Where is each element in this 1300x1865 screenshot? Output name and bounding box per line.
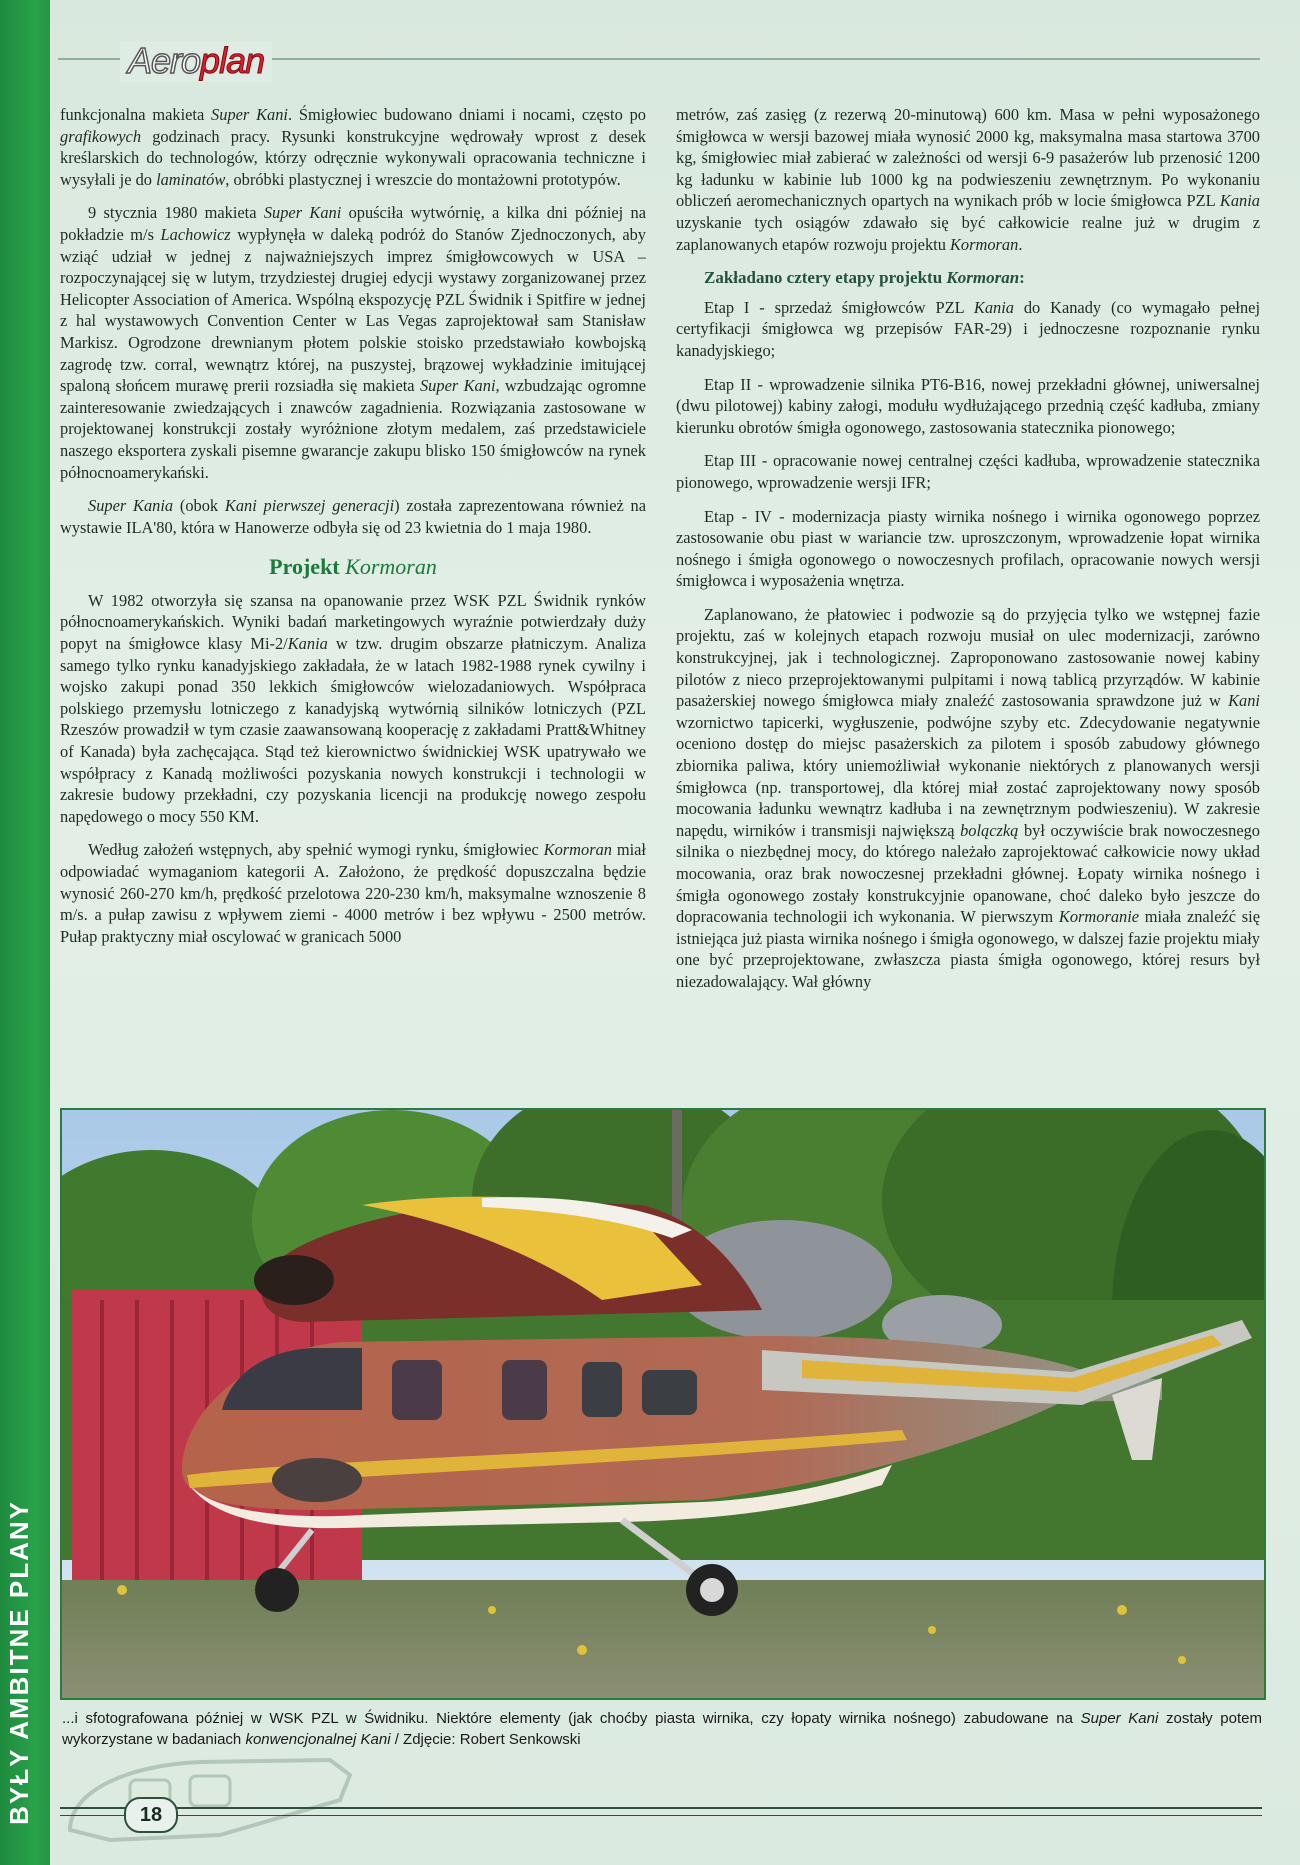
right-text-column — [676, 104, 1260, 1005]
paragraph: 9 stycznia 1980 makieta Super Kani opuściła wytwórnię, a kilka dni później na pokładzie m/s Lachowicz wypłynęła w daleką podróż do Stanów Zjednoczonych, aby wziąć udział w jednej z najważniejszych imprez śmigłowcowych w USA – rozpoczynającej się w lutym, trzydziestej drugiej edycji wystawy zorganizowanej przez Helicopter Association of America. Wspólną ekspozycję PZL Świdnik i Spitfire w jednej z hal wystawowych Convention Center w Las Vegas zaprojektował sam Stanisław Markisz. Ogrodzone drewnianym płotem polskie stoisko przedstawiało kowbojską zagrodę tzw. corral, wewnątrz której, na puszystej, brązowej wykładzinie imitującej spaloną słońcem murawę prerii rozsiadła się makieta Super Kani, wzbudzając ogromne zainteresowanie zwiedzających i znawców zagadnienia. Rozwiązania zastosowane w projektowanej konstrukcji zostały wyróżnione złotym medalem, zaś przedstawiciele naszego eksportera zyskali pisemne gwarancje zakupu blisko 150 śmigłowców na rynek północnoamerykański. — [60, 203, 646, 482]
helicopter-illustration — [62, 1110, 1264, 1698]
logo-part-plan: plan — [200, 40, 265, 81]
stage-item: Etap - IV - modernizacja piasty wirnika nośnego i wirnika ogonowego poprzez zastosowanie obu piast w wariancie tzw. uproszczonym, wprowadzenie łopat wirnika nośnego i śmigła ogonowego o nowoczesnych profilach, opracowanie nowych wersji śmigłowca i wyposażenia wnętrza. — [676, 506, 1260, 591]
stage-item: Etap III - opracowanie nowej centralnej części kadłuba, wprowadzenie statecznika pionowego, wprowadzenie wersji IFR; — [676, 451, 1260, 492]
paragraph: Super Kania (obok Kani pierwszej generacji) została zaprezentowana również na wystawie ILA'80, która w Hanowerze odbyła się od 23 kwietnia do 1 maja 1980. — [60, 496, 647, 537]
sub-heading: Zakładano cztery etapy projektu Kormoran: — [704, 268, 1025, 288]
section-sidebar — [0, 0, 50, 1865]
stage-item: Etap II - wprowadzenie silnika PT6-B16, nowej przekładni głównej, uniwersalnej (dwu pilotowej) kabiny załogi, modułu wydłużającego przednią część kadłuba, zmiany kierunku obrotów śmigła ogonowego, zastosowania statecznika pionowego; — [676, 374, 1260, 437]
paragraph: funkcjonalna makieta Super Kani. Śmigłowiec budowano dniami i nocami, często po grafikowych godzinach pracy. Rysunki konstrukcyjne wędrowały wprost z desek kreślarskich do technologów, którzy odręcznie wykonywali opracowania techniczne i wysyłali je do laminatów, obróbki plastycznej i wreszcie do montażowni prototypów. — [60, 105, 646, 189]
photo-caption: ...i sfotografowana później w WSK PZL w Świdniku. Niektóre elementy (jak choćby piasta wirnika, czy łopaty wirnika nośnego) zabudowane na Super Kani zostały potem wykorzystane w badaniach konwencjonalnej Kani / Zdjęcie: Robert Senkowski — [62, 1710, 1262, 1748]
helicopter-photo — [60, 1108, 1266, 1700]
stage-item: Etap I - sprzedaż śmigłowców PZL Kania do Kanady (co wymagało pełnej certyfikacji śmigłowca wg przepisów FAR-29) i jednoczesne rozpoznanie rynku kanadyjskiego; — [676, 297, 1261, 360]
paragraph: Według założeń wstępnych, aby spełnić wymogi rynku, śmigłowiec Kormoran miał odpowiadać wymaganiom kategorii A. Założono, że prędkość dopuszczalna będzie wynosić 260-270 km/h, prędkość przelotowa 220-230 km/h, maksymalne wznoszenie 8 m/s. a pułap zawisu z wpływem ziemi - 4000 metrów i bez wpływu - 2500 metrów. Pułap praktyczny miał oscylować w granicach 5000 — [60, 840, 646, 946]
magazine-logo — [120, 42, 272, 82]
footer-rule — [60, 1807, 1262, 1816]
paragraph: metrów, zaś zasięg (z rezerwą 20-minutową) 600 km. Masa w pełni wyposażonego śmigłowca w wersji bazowej miała wynosić 2000 kg, maksymalna masa startowa 3700 kg, śmigłowiec miał zabierać w zależności od wersji 6-9 pasażerów lub przenosić 1200 kg ładunku w kabinie lub 1000 kg na podwieszeniu zewnętrznym. Po wykonaniu obliczeń aeromechanicznych opartych na wynikach prób w locie śmigłowca PZL Kania uzyskanie tych osiągów zdawało się być całkowicie realne już w drugim z zaplanowanych etapów rozwoju projektu Kormoran. — [676, 105, 1260, 254]
left-text-column — [60, 104, 646, 959]
section-label: BYŁY AMBITNE PLANY — [4, 1500, 34, 1825]
section-heading: Projekt Kormoran — [269, 554, 437, 580]
paragraph: W 1982 otworzyła się szansa na opanowanie przez WSK PZL Świdnik rynków północnoamerykańskich. Wyniki badań marketingowych wyraźnie potwierdzały duży popyt na śmigłowce klasy Mi-2/Kania w tzw. drugim obszarze płatniczym. Analiza samego tylko rynku kanadyjskiego zakładała, że w latach 1982-1988 rynek cywilny i wojsko zakupi ponad 350 lekkich śmigłowców wielozadaniowych. Współpraca polskiego przemysłu lotniczego z kanadyjską wytwórnią silników lotniczych (PZL Rzeszów prowadził w tym czasie zaawansowaną kooperację z zakładami Pratt&Whitney of Kanada) była zachęcająca. Stąd też kierownictwo świdnickiej WSK upatrywało we współpracy z Kanadą możliwości pozyskania nowych konstrukcji i technologii w zakresie budowy przekładni, czy pozyskania licencji na produkcję nowego zespołu napędowego o mocy 550 KM. — [60, 590, 646, 826]
decorative-helicopter-silhouette — [50, 1740, 370, 1865]
paragraph: Zaplanowano, że płatowiec i podwozie są do przyjęcia tylko we wstępnej fazie projektu, zaś w kolejnych etapach rozwoju musiał on ulec modernizacji, zarówno konstrukcyjnej, jak i technologicznej. Zaproponowano zastosowanie nowej kabiny pilotów z nieco przeprojektowanymi pulpitami i nową tablicą przyrządów. W kabinie pasażerskiej nowego śmigłowca miały znaleźć zastosowania sprawdzone już w Kani wzornictwo tapicerki, wygłuszenie, podwójne szyby etc. Zdecydowanie negatywnie oceniono dostęp do miejsc pasażerskich za pilotem i sposób zabudowy głównego zbiornika paliwa, który uniemożliwiał wykonanie niektórych z planowanych wersji śmigłowca (np. transportowej, dla której miał zostać zaprojektowany nowy sposób mocowania ładunku wewnątrz kadłuba i na zewnętrznym podwieszeniu). W zakresie napędu, wirników i transmisji największą bolączką był oczywiście brak nowoczesnego silnika o niezbędnej mocy, do którego należało zaprojektować całkowicie nowy układ mocowania, oraz brak nowoczesnej przekładni głównej. Łopaty wirnika nośnego i śmigła ogonowego zostały konstrukcyjnie opanowane, choć daleko było jeszcze do dopracowania technologii ich wykonania. W pierwszym Kormoranie miała znaleźć się istniejąca już piasta wirnika nośnego i śmigła ogonowego, w dalszej fazie projektu miały one być przeprojektowane, zwłaszcza piasta śmigła ogonowego, której resurs był niezadowalający. Wał główny — [676, 604, 1261, 991]
logo-part-aero: Aero — [128, 40, 201, 81]
page-number: 18 — [124, 1797, 178, 1833]
